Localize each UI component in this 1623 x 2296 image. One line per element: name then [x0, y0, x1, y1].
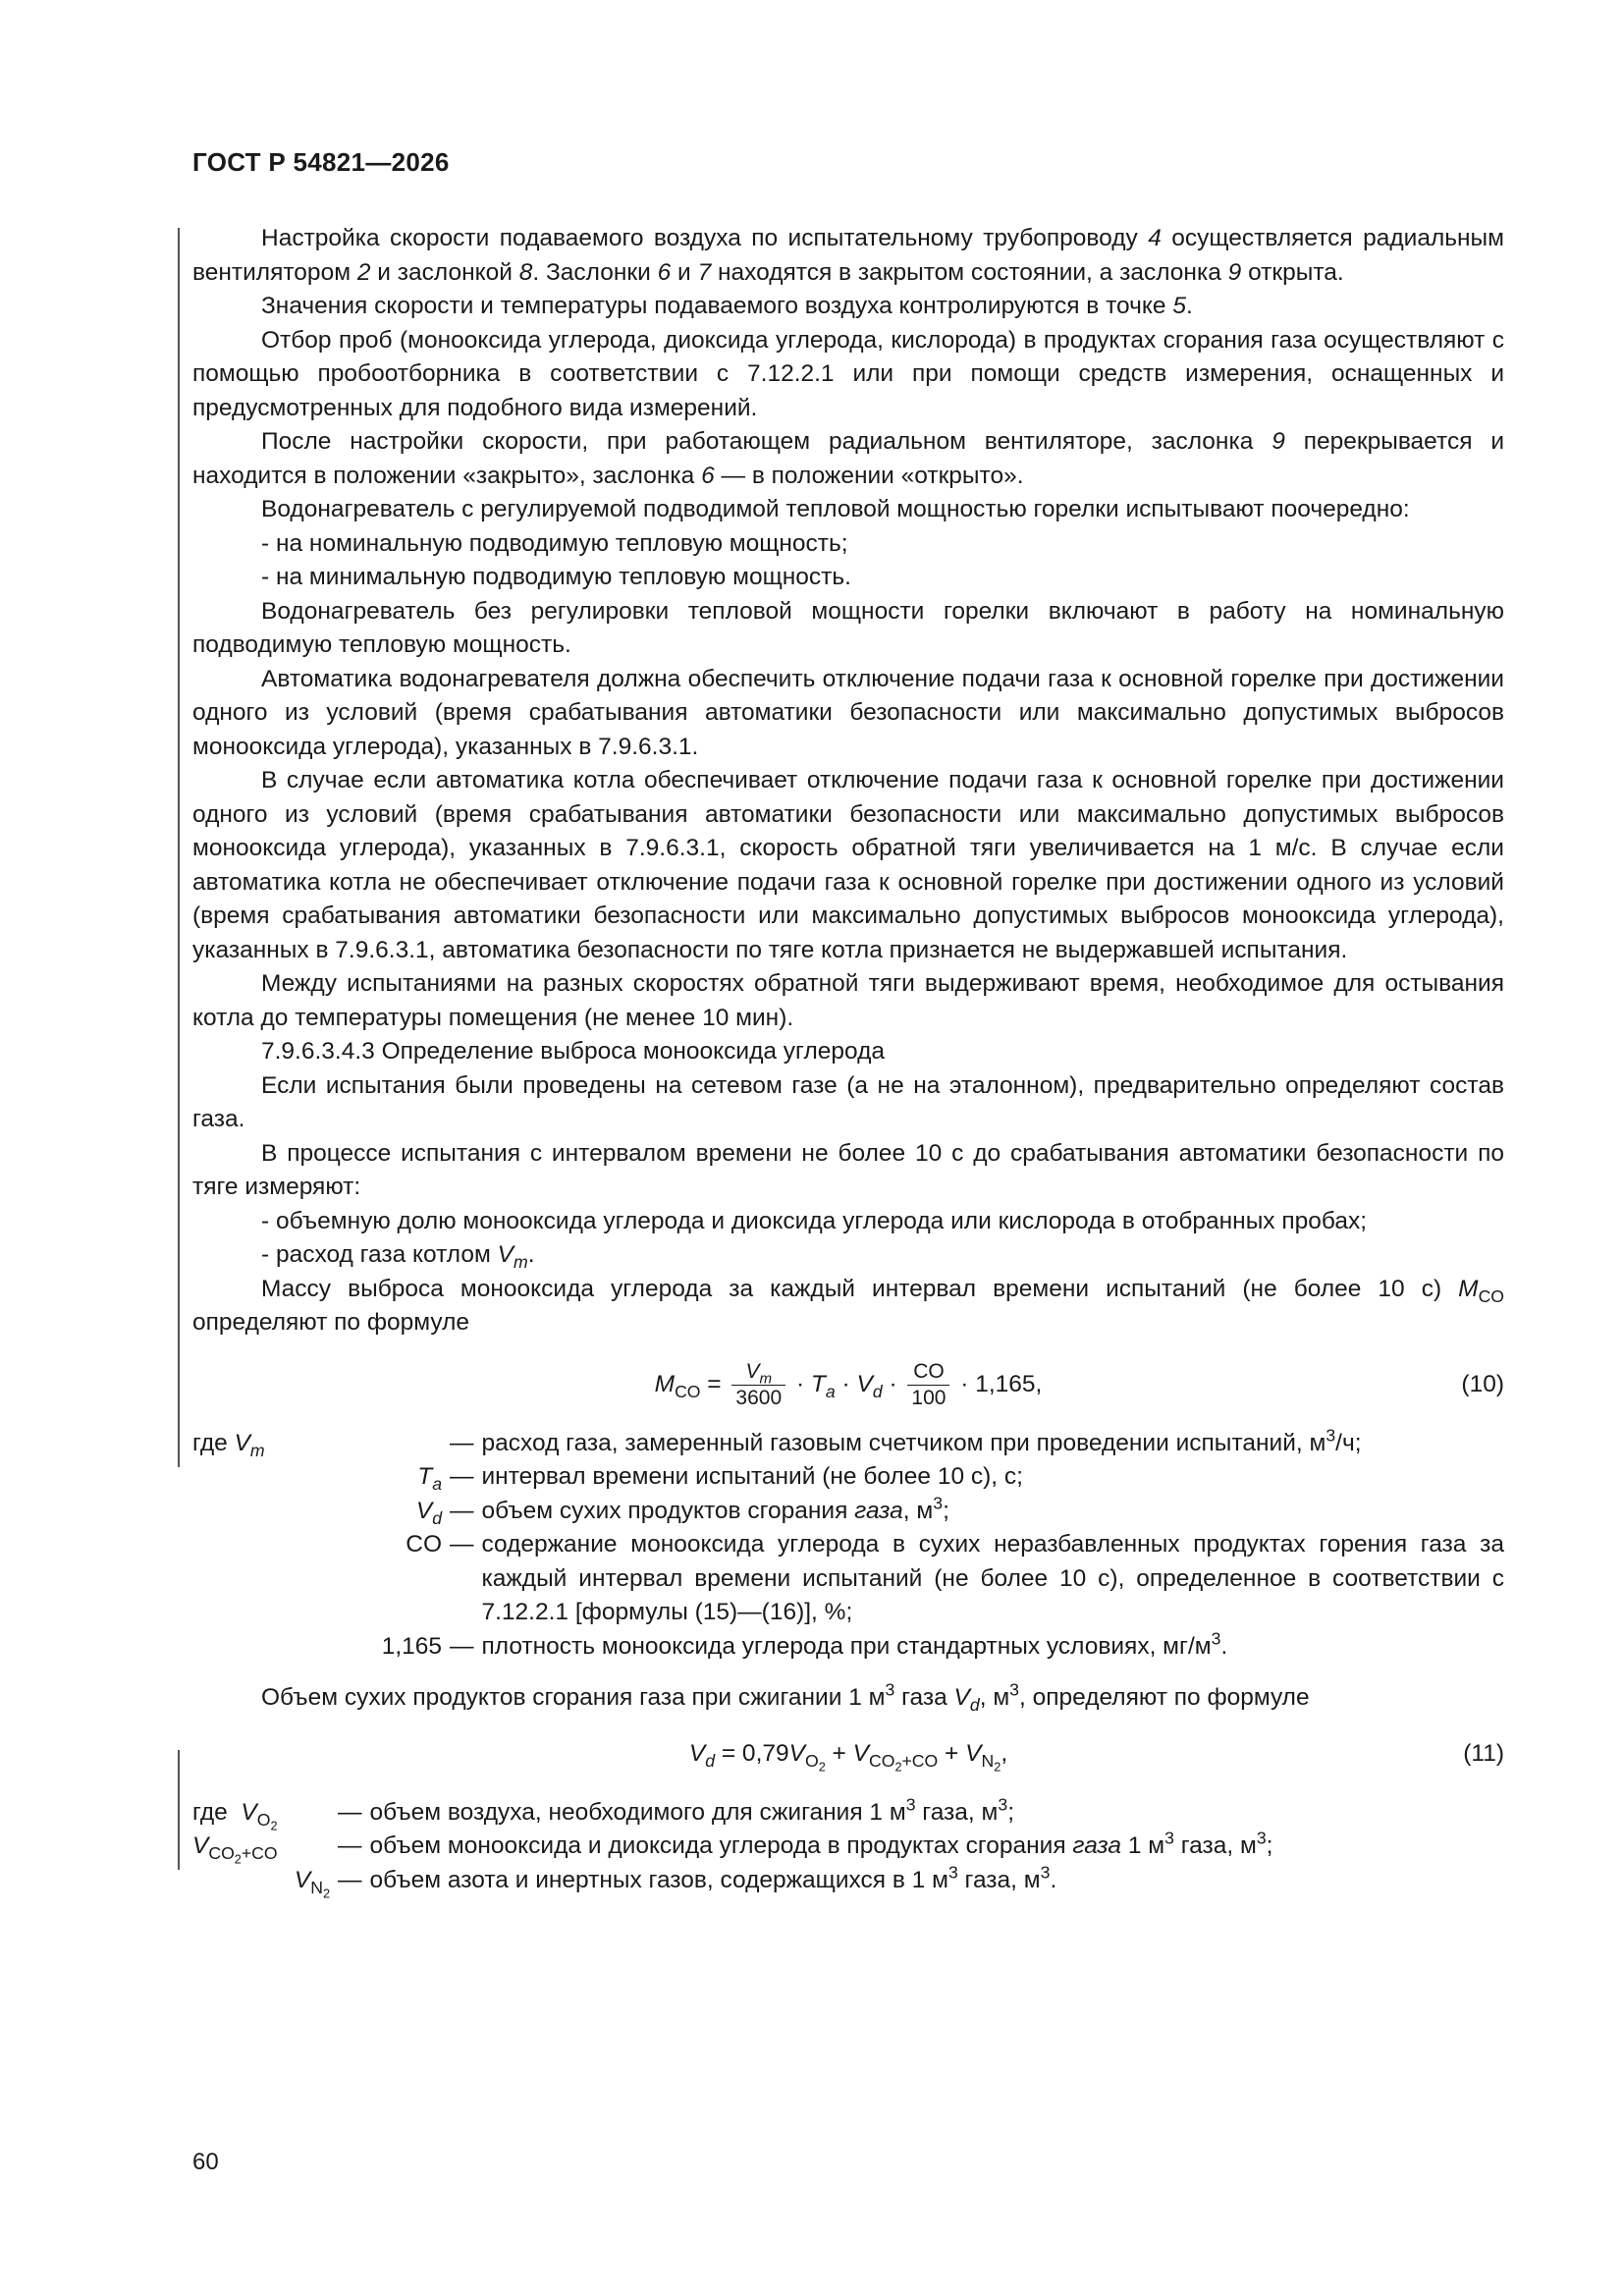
formula-10 [192, 1350, 1504, 1419]
definition-item: CO — содержание монооксида углерода в сухих неразбавленных продуктах горения газа за каждый интервал времени испытаний (не более 10 с), определенное в соответствии с 7.12.2.1 [формулы (15)—(16)], %; [406, 1531, 1504, 1625]
definition-item: 1,165 — плотность монооксида углерода при стандартных условиях, $мг/м^3$. [381, 1627, 1228, 1660]
formula-expression: $V_d = 0,79V_{O_2} + V_{CO_2+CO} + V_{N_2}$, [688, 1739, 1008, 1775]
formula-11 [192, 1729, 1504, 1778]
list-item: - объемную долю монооксида углерода и диоксида углерода или кислорода в отобранных пробах; [261, 1207, 1368, 1234]
paragraph: Значения скорости и температуры подаваемого воздуха контролируются в точке 5. [261, 293, 1193, 319]
paragraph: Водонагреватель без регулировки тепловой мощности горелки включают в работу на номинальную подводимую тепловую мощность. [192, 597, 1504, 658]
paragraph: В процессе испытания с интервалом времени не более 10 с до срабатывания автоматики безопасности по тяге измеряют: [192, 1139, 1504, 1200]
definition-item: $T_a$ — интервал времени испытаний (не более 10 с), с; [417, 1463, 1023, 1495]
formula-number: (11) [1463, 1739, 1504, 1767]
page-number: 60 [192, 2149, 219, 2175]
paragraph: После настройки скорости, при работающем радиальном вентиляторе, заслонка 9 перекрывается и находится в положении «закрыто», заслонка 6 — в положении «открыто». [192, 428, 1505, 489]
list-item: - расход газа котлом $V_m$. [261, 1241, 535, 1273]
formula-expression: $M_{CO}$ = $\frac{V_m}{3600}$ · $T_a \cdot V_d$ · $\frac{CO}{100}$ · 1,165, [654, 1359, 1043, 1409]
definition-item: где $V_{O_2}$ — объем воздуха, необходимого для сжигания 1 $м^3$ газа, $м^3$; [192, 1793, 1014, 1833]
paragraph: Автоматика водонагревателя должна обеспечить отключение подачи газа к основной горелке при достижении одного из условий (время срабатывания автоматики безопасности или максимально допустимых выбросов монооксида углерода), указанных в 7.9.6.3.1. [192, 665, 1504, 760]
paragraph: Между испытаниями на разных скоростях обратной тяги выдерживают время, необходимое для остывания котла до температуры помещения (не менее 10 мин). [192, 970, 1504, 1031]
list-item: - на минимальную подводимую тепловую мощность. [261, 564, 851, 590]
definition-item: $V_{N_2}$ — объем азота и инертных газов, содержащихся в 1 $м^3$ газа, $м^3$. [294, 1861, 1057, 1901]
definition-item: $V_d$ — объем сухих продуктов сгорания газа, $м^3$; [415, 1492, 949, 1528]
paragraph: Массу выброса монооксида углерода за каждый интервал времени испытаний (не более 10 с) $M_{CO}$ определяют по формуле [192, 1275, 1504, 1336]
fraction: $\frac{CO}{100}$ [907, 1359, 949, 1411]
formula-11-definitions [192, 1793, 1504, 1901]
paragraph: Объем сухих продуктов сгорания газа при сжигании 1 $м^3$ газа $V_d$, $м^3$, определяют по формуле [261, 1679, 1310, 1716]
formula-number: (10) [1461, 1370, 1504, 1397]
section-heading: 7.9.6.3.4.3 Определение выброса монооксида углерода [261, 1038, 886, 1065]
document-header: ГОСТ Р 54821—2026 [192, 147, 450, 177]
paragraph: Настройка скорости подаваемого воздуха по испытательному трубопроводу 4 осуществляется радиальным вентилятором 2 и заслонкой 8. Заслонки 6 и 7 находятся в закрытом состоянии, а заслонка 9 открыта. [192, 225, 1504, 286]
document-body [192, 222, 1505, 1901]
paragraph: Если испытания были проведены на сетевом газе (а не на эталонном), предварительно определяют состав газа. [192, 1071, 1504, 1132]
change-bar [178, 228, 180, 1467]
list-item: - на номинальную подводимую тепловую мощность; [261, 529, 848, 557]
paragraph: Отбор проб (монооксида углерода, диоксида углерода, кислорода) в продуктах сгорания газа осуществляют с помощью пробоотборника в соответствии с 7.12.2.1 или при помощи средств измерения, оснащенных и предусмотренных для подобного вида измерений. [192, 326, 1504, 421]
definition-item: где $V_m$ — расход газа, замеренный газовым счетчиком при проведении испытаний, $м^3/ч$; [192, 1424, 1362, 1460]
change-bar [178, 1750, 180, 1870]
definition-item: $V_{CO_2+CO}$ — объем монооксида и диоксида углерода в продуктах сгорания газа 1 $м^3$ газа, $м^3$; [192, 1828, 1273, 1867]
formula-10-definitions [192, 1424, 1504, 1665]
fraction: $\frac{V_m}{3600}$ [731, 1359, 785, 1411]
paragraph: Водонагреватель с регулируемой подводимой тепловой мощностью горелки испытывают поочередно: [261, 496, 1410, 522]
paragraph: В случае если автоматика котла обеспечивает отключение подачи газа к основной горелке при достижении одного из условий (время срабатывания автоматики безопасности или максимально допустимых выбросов монооксида углерода), указанных в 7.9.6.3.1, скорость обратной тяги увеличивается на 1 м/с. В случае если автоматика котла не обеспечивает отключение подачи газа к основной горелке при достижении одного из условий (время срабатывания автоматики безопасности или максимально допустимых выбросов монооксида углерода), указанных в 7.9.6.3.1, автоматика безопасности по тяге котла признается не выдержавшей испытания. [192, 767, 1504, 963]
